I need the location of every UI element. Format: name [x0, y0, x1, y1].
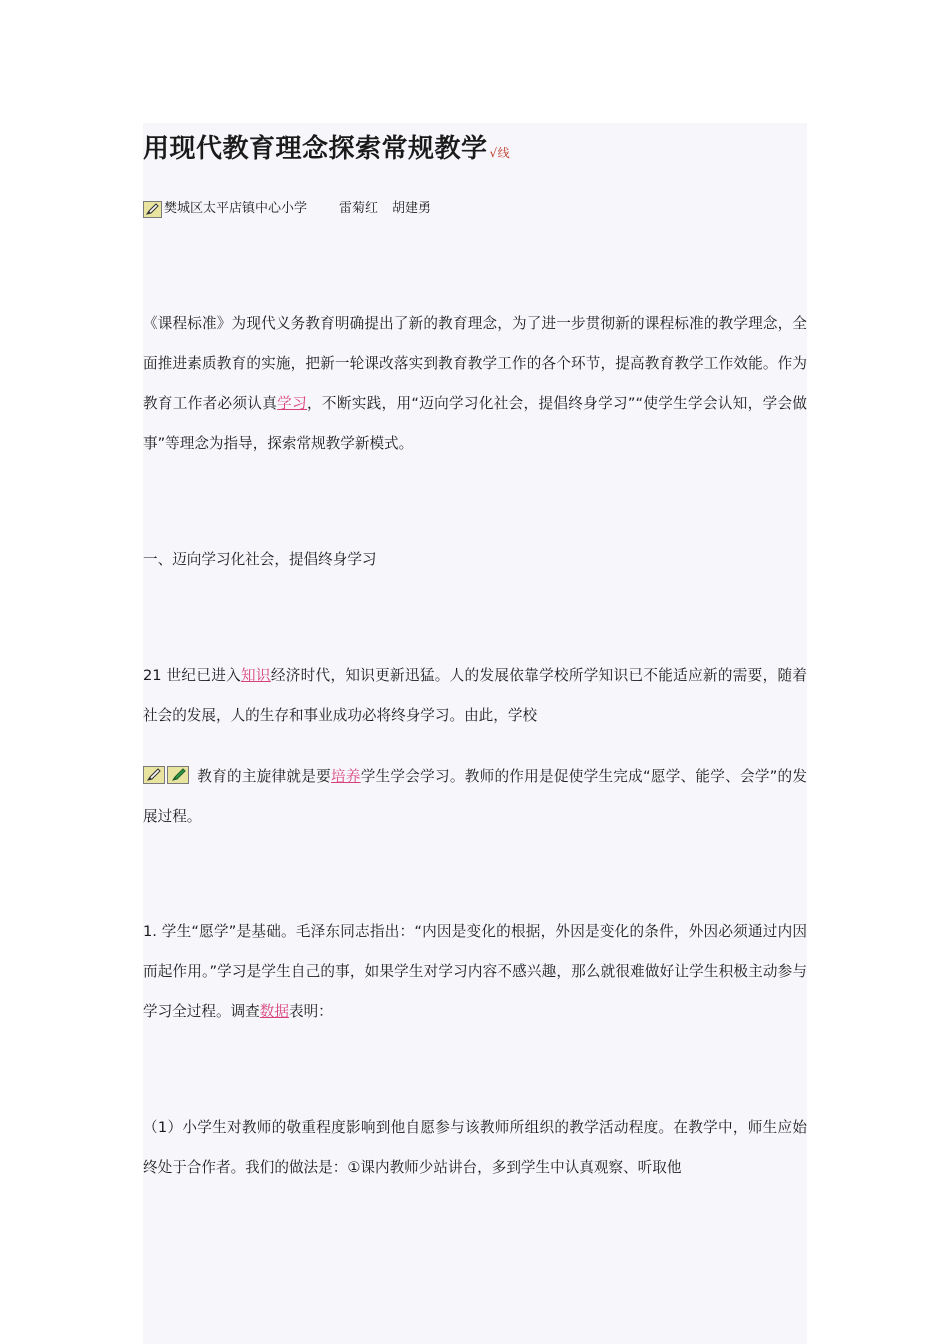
author-name: 雷菊红 [339, 201, 379, 216]
paragraph [143, 912, 807, 1032]
school-name: 樊城区太平店镇中心小学 [164, 201, 308, 216]
pencil-icon[interactable] [143, 201, 162, 218]
paragraph [143, 757, 807, 837]
paragraph-text: ，不断实践，用“迈向学习化社会，提倡终身学习”“使学生学会认知，学会做事”等理念为指导，探索常规教学新模式。 [143, 395, 807, 452]
paragraph-text: 学生学会学习。教师的作用是促使学生完成“愿学、能学、会学”的发展过程。 [143, 768, 807, 825]
paragraph-text: 表明： [288, 1003, 333, 1020]
document-title [143, 131, 510, 171]
paragraph-text: （1）小学生对教师的敬重程度影响到他自愿参与该教师所组织的教学活动程度。在教学中，师生应始终处于合作者。我们的做法是：①课内教师少站讲台，多到学生中认真观察、听取他 [143, 1119, 807, 1176]
heading-text: 一、迈向学习化社会，提倡终身学习 [143, 551, 377, 568]
author-name: 胡建勇 [392, 201, 432, 216]
paragraph [143, 656, 807, 736]
toolbar-icons [143, 766, 189, 784]
paragraph-text: 21 世纪已进入 [143, 667, 242, 684]
tool-icon[interactable] [167, 766, 189, 784]
byline [143, 199, 431, 219]
keyword-link[interactable]: 知识 [241, 667, 271, 684]
title-mark: √线 [489, 146, 511, 160]
paragraph-text: 1. 学生“愿学”是基础。毛泽东同志指出：“内因是变化的根据，外因是变化的条件，外因必须通过内因而起作用。”学习是学生自己的事，如果学生对学习内容不感兴趣，那么就很难做好让学生积极主动参与学习全过程。调查 [143, 923, 807, 1020]
title-text: 用现代教育理念探索常规教学 [143, 134, 488, 164]
paragraph-text: 教育的主旋律就是要 [197, 768, 331, 785]
paragraph [143, 1108, 807, 1188]
paragraph-text: 《课程标准》为现代义务教育明确提出了新的教育理念，为了进一步贯彻新的课程标准的教学理念，全面推进素质教育的实施，把新一轮课改落实到教育教学工作的各个环节，提高教育教学工作效能。作为教育工作者必须认真 [143, 315, 807, 412]
paragraph-text: 经济时代，知识更新迅猛。人的发展依靠学校所学知识已不能适应新的需要，随着社会的发展，人的生存和事业成功必将终身学习。由此，学校 [143, 667, 807, 724]
keyword-link[interactable]: 学习 [277, 395, 307, 412]
keyword-link[interactable]: 培养 [331, 768, 361, 785]
pencil-icon[interactable] [143, 766, 165, 784]
section-heading [143, 540, 807, 580]
paragraph [143, 304, 807, 464]
keyword-link[interactable]: 数据 [259, 1003, 289, 1020]
